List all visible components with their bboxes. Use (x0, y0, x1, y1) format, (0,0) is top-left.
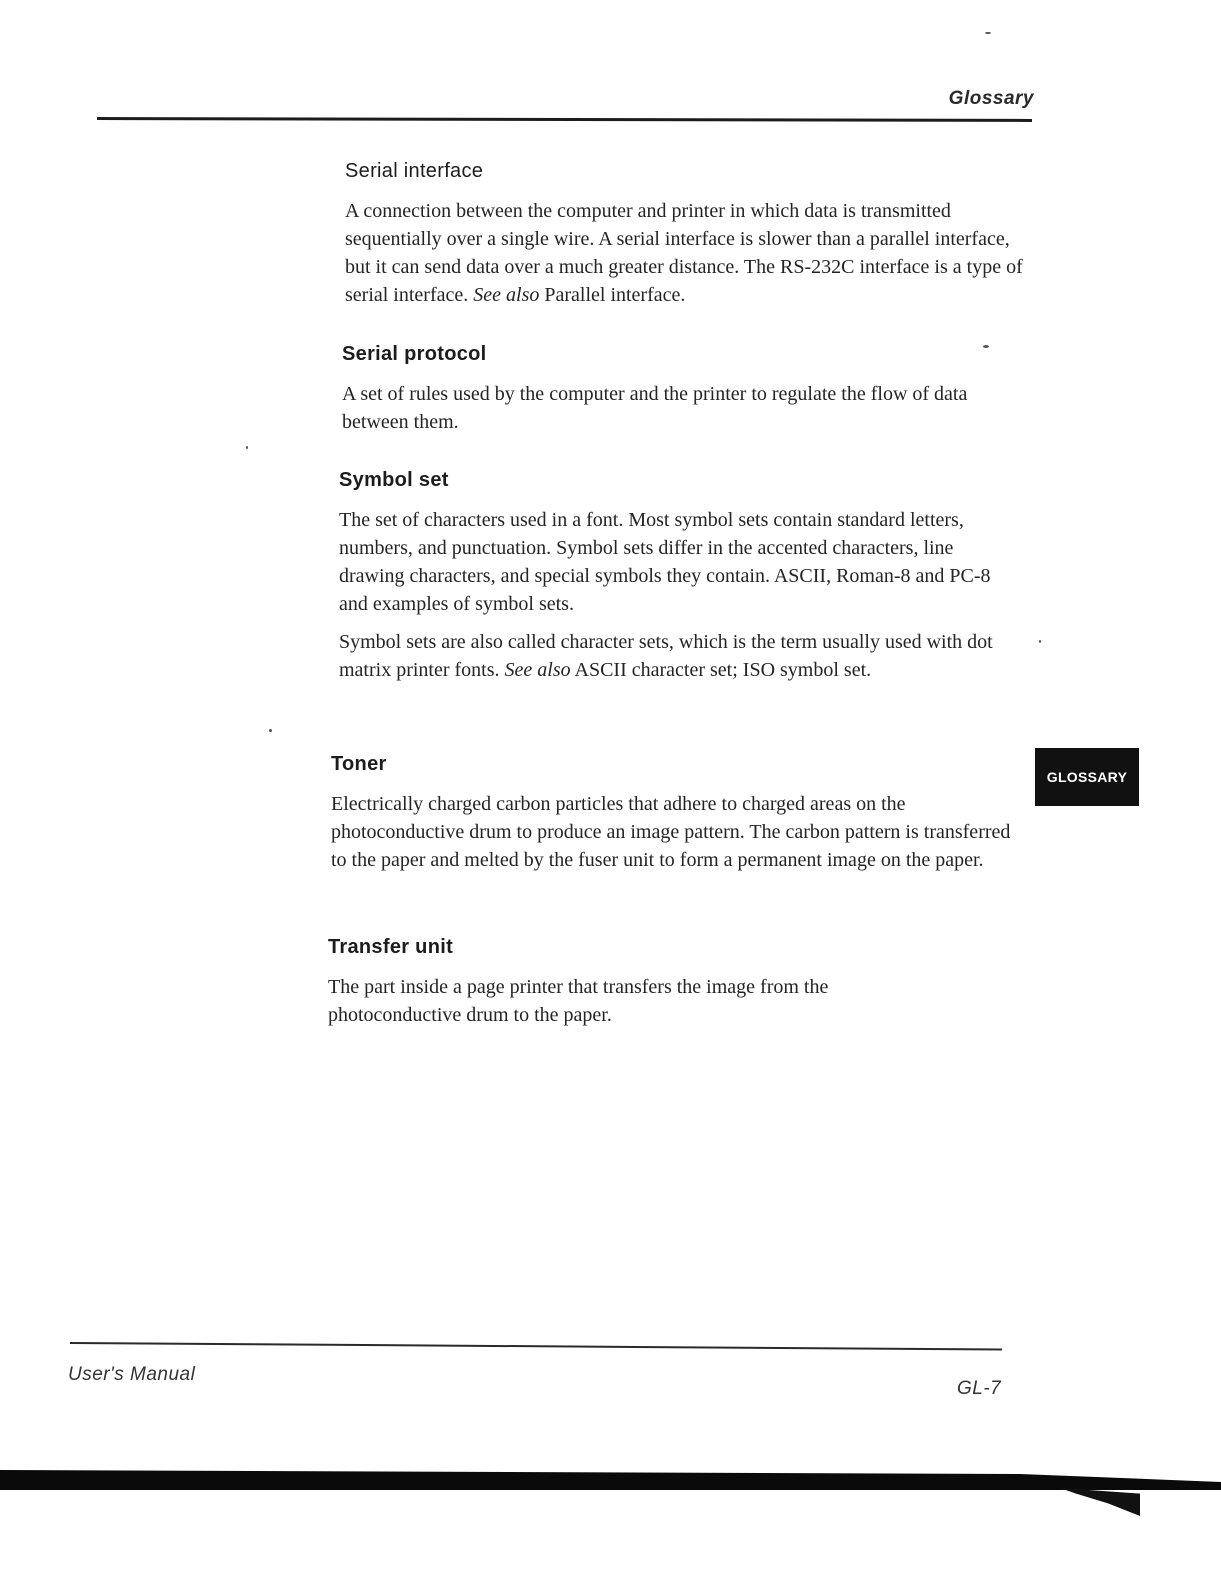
scan-speck (985, 32, 991, 34)
scan-speck (1039, 640, 1041, 643)
glossary-term: Transfer unit (328, 936, 454, 958)
glossary-term: Toner (331, 753, 387, 775)
definition-text: Symbol sets are also called character sets, which is the term usually used with dot matrix printer fonts. (339, 631, 993, 681)
glossary-definition (345, 197, 1035, 309)
definition-text: ASCII character set; ISO symbol set. (570, 659, 872, 681)
glossary-definition (339, 506, 1004, 618)
definition-text: A connection between the computer and printer in which data is transmitted sequentially over a single wire. A serial interface is slower than a parallel interface, but it can send data over a much greater distance. The RS-232C interface is a type of serial interface. (345, 200, 1023, 306)
glossary-definition (342, 380, 1032, 436)
definition-text: The part inside a page printer that transfers the image from the photoconductive drum to the paper. (328, 976, 829, 1026)
definition-text: Parallel interface. (539, 284, 686, 306)
glossary-definition (331, 790, 1011, 874)
glossary-term: Serial interface (345, 160, 484, 182)
definition-text: The set of characters used in a font. Most symbol sets contain standard letters, numbers, and punctuation. Symbol sets differ in the accented characters, line drawing characters, and special symbols they contain. ASCII, Roman-8 and PC-8 and examples of symbol sets. (339, 509, 991, 615)
definition-text: A set of rules used by the computer and the printer to regulate the flow of data between them. (342, 383, 968, 433)
glossary-definition (339, 628, 1004, 684)
scan-speck (269, 729, 272, 732)
scan-speck (246, 446, 248, 449)
footer-manual-title: User's Manual (68, 1364, 196, 1385)
see-also-label: See also (504, 659, 571, 681)
glossary-entry (339, 469, 1004, 694)
running-header-title: Glossary (948, 88, 1034, 109)
glossary-entry (331, 753, 1011, 884)
glossary-definition (328, 973, 928, 1029)
glossary-term: Serial protocol (342, 343, 487, 365)
glossary-entry (345, 160, 1035, 319)
definition-text: Electrically charged carbon particles that adhere to charged areas on the photoconductive drum to produce an image pattern. The carbon pattern is transferred to the paper and melted by the fuser unit to form a permanent image on the paper. (331, 793, 1011, 871)
glossary-term: Symbol set (339, 469, 449, 491)
page-number: GL-7 (957, 1378, 1002, 1399)
glossary-section-tab: GLOSSARY (1035, 748, 1139, 806)
see-also-label: See also (473, 284, 540, 306)
glossary-entry (342, 343, 1032, 446)
glossary-entry (328, 936, 928, 1039)
scan-speck (983, 345, 989, 348)
